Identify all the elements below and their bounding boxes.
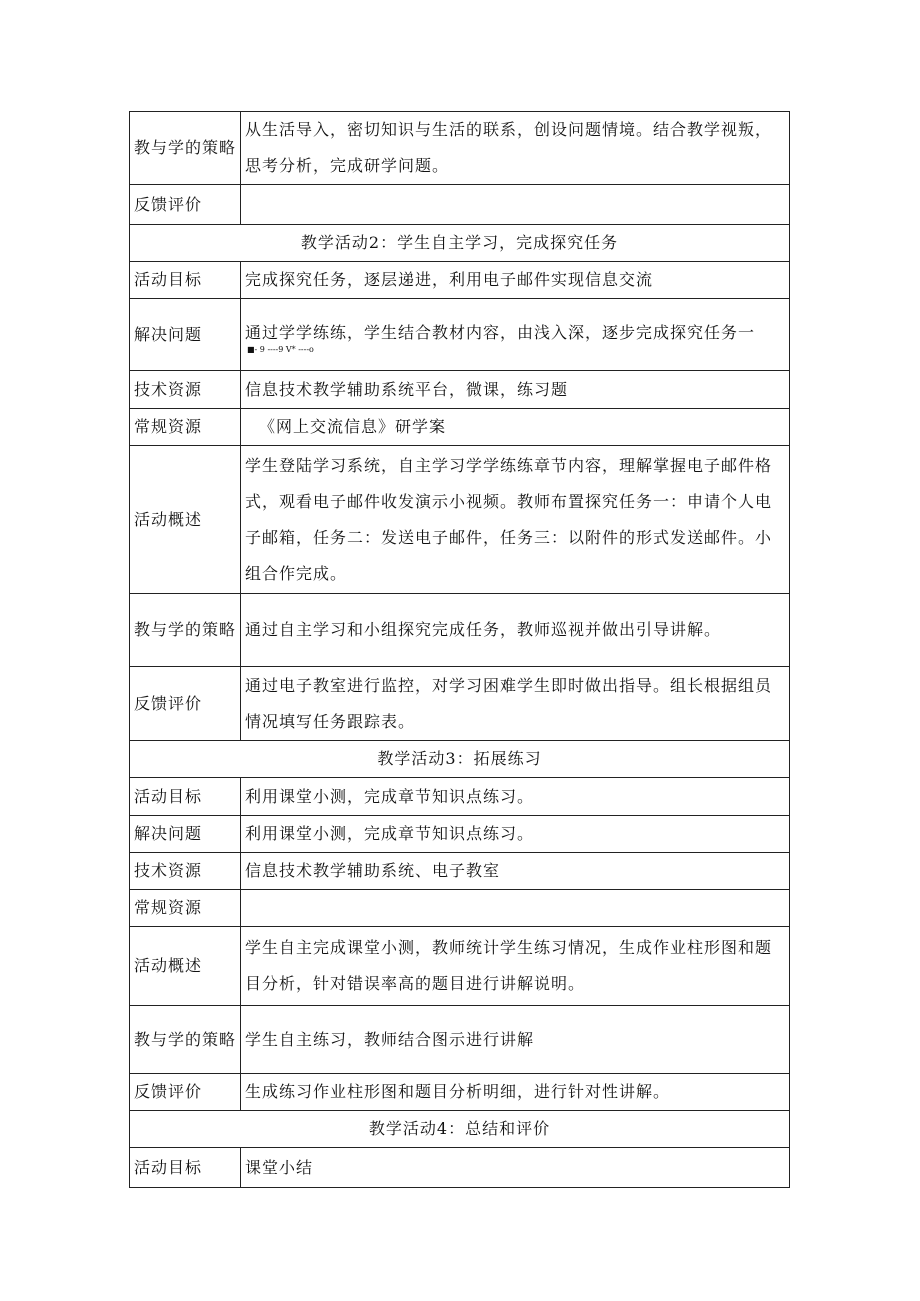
row-label: 教与学的策略	[130, 112, 241, 185]
row-content	[241, 890, 790, 927]
table-row	[130, 112, 790, 185]
row-label: 常规资源	[130, 409, 241, 446]
row-content: 通过自主学习和小组探究完成任务，教师巡视并做出引导讲解。	[241, 594, 790, 667]
row-content: 信息技术教学辅助系统、电子教室	[241, 853, 790, 890]
row-content-text: 通过学学练练，学生结合教材内容，由浅入深，逐步完成探究任务一	[245, 322, 756, 342]
row-label: 常规资源	[130, 890, 241, 927]
section-heading: 教学活动3：拓展练习	[130, 741, 790, 778]
section-heading: 教学活动4：总结和评价	[130, 1111, 790, 1148]
table-row	[130, 778, 790, 816]
table-row	[130, 299, 790, 371]
row-label: 反馈评价	[130, 667, 241, 741]
row-content: 学生登陆学习系统，自主学习学学练练章节内容，理解掌握电子邮件格式，观看电子邮件收发演示小视频。教师布置探究任务一：申请个人电子邮箱，任务二：发送电子邮件，任务三：以附件的形式发送邮件。小组合作完成。	[241, 446, 790, 594]
table-row	[130, 594, 790, 667]
table-row	[130, 371, 790, 409]
row-content: 学生自主练习，教师结合图示进行讲解	[241, 1006, 790, 1074]
section-heading: 教学活动2：学生自主学习，完成探究任务	[130, 225, 790, 262]
table-row	[130, 890, 790, 927]
row-label: 教与学的策略	[130, 1006, 241, 1074]
row-content: 生成练习作业柱形图和题目分析明细，进行针对性讲解。	[241, 1074, 790, 1111]
row-label: 活动概述	[130, 446, 241, 594]
table-row	[130, 1074, 790, 1111]
row-content: 学生自主完成课堂小测，教师统计学生练习情况，生成作业柱形图和题目分析，针对错误率高的题目进行讲解说明。	[241, 927, 790, 1006]
table-row	[130, 1006, 790, 1074]
row-content	[241, 299, 790, 371]
scan-artifact-text: ■- 9 ----9 V* ----o	[247, 344, 314, 354]
row-content	[241, 409, 790, 446]
table-row	[130, 853, 790, 890]
row-label: 活动目标	[130, 778, 241, 816]
table-row	[130, 446, 790, 594]
table-row	[130, 816, 790, 853]
row-label: 教与学的策略	[130, 594, 241, 667]
row-label: 活动目标	[130, 262, 241, 299]
row-label: 技术资源	[130, 853, 241, 890]
row-content: 从生活导入，密切知识与生活的联系，创设问题情境。结合教学视叛，思考分析，完成研学问题。	[241, 112, 790, 185]
table-row	[130, 927, 790, 1006]
section-row	[130, 225, 790, 262]
row-content: 信息技术教学辅助系统平台，微课，练习题	[241, 371, 790, 409]
row-label: 解决问题	[130, 299, 241, 371]
section-row	[130, 741, 790, 778]
row-label: 活动概述	[130, 927, 241, 1006]
table-row	[130, 1148, 790, 1188]
row-label: 解决问题	[130, 816, 241, 853]
row-content: 完成探究任务，逐层递进，利用电子邮件实现信息交流	[241, 262, 790, 299]
row-content: 通过电子教室进行监控，对学习困难学生即时做出指导。组长根据组员情况填写任务跟踪表。	[241, 667, 790, 741]
row-label: 反馈评价	[130, 1074, 241, 1111]
row-content-text: 《网上交流信息》研学案	[259, 417, 447, 436]
table-row	[130, 185, 790, 225]
row-content	[241, 185, 790, 225]
section-row	[130, 1111, 790, 1148]
table-row	[130, 409, 790, 446]
row-content: 利用课堂小测，完成章节知识点练习。	[241, 816, 790, 853]
table-row	[130, 667, 790, 741]
lesson-plan-table	[129, 111, 790, 1188]
row-label: 反馈评价	[130, 185, 241, 225]
row-label: 技术资源	[130, 371, 241, 409]
row-content: 课堂小结	[241, 1148, 790, 1188]
row-content: 利用课堂小测，完成章节知识点练习。	[241, 778, 790, 816]
table-row	[130, 262, 790, 299]
row-label: 活动目标	[130, 1148, 241, 1188]
